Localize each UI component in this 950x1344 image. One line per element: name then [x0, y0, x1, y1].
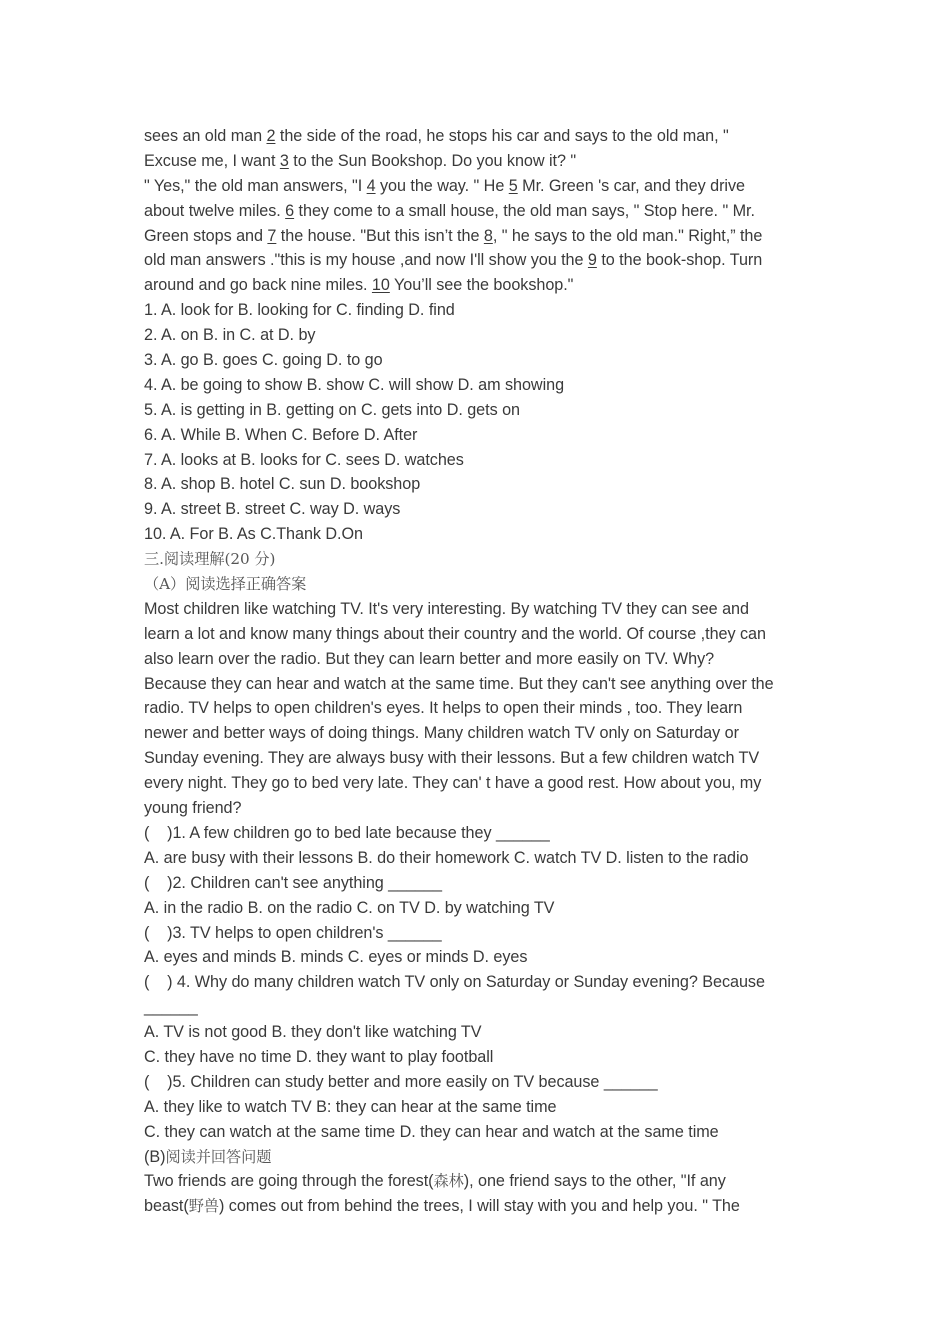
passage-a-line: learn a lot and know many things about their country and the world. Of course ,they can	[144, 624, 766, 643]
passage-a-line: every night. They go to bed very late. They can' t have a good rest. How about you, my	[144, 774, 762, 793]
cloze-line-3: " Yes," the old man answers, "I 4 you the way. " He 5 Mr. Green 's car, and they drive	[144, 176, 745, 195]
question-4-options-2: C. they have no time D. they want to play football	[144, 1047, 494, 1066]
blank-number: 5	[508, 176, 518, 195]
blank-number: 3	[279, 151, 289, 170]
question-3: ( )3. TV helps to open children's ______	[144, 923, 442, 942]
cloze-line-5: Green stops and 7 the house. "But this isn’t the 8, " he says to the old man." Right,” the	[144, 226, 763, 245]
passage-a-line: Because they can hear and watch at the same time. But they can't see anything over the	[144, 674, 774, 693]
question-5-options-2: C. they can watch at the same time D. they can hear and watch at the same time	[144, 1122, 719, 1141]
question-5-options-1: A. they like to watch TV B: they can hear at the same time	[144, 1097, 557, 1116]
question-4-options-1: A. TV is not good B. they don't like watching TV	[144, 1023, 482, 1042]
question-1: ( )1. A few children go to bed late because they ______	[144, 823, 550, 842]
cloze-line-1: sees an old man 2 the side of the road, he stops his car and says to the old man, "	[144, 127, 729, 145]
question-3-options: A. eyes and minds B. minds C. eyes or minds D. eyes	[144, 948, 528, 967]
cloze-option-6: 6. A. While B. When C. Before D. After	[144, 425, 418, 444]
cloze-line-7: around and go back nine miles. 10 You’ll see the bookshop."	[144, 276, 574, 295]
cloze-option-9: 9. A. street B. street C. way D. ways	[144, 500, 401, 519]
question-2: ( )2. Children can't see anything ______	[144, 873, 442, 892]
passage-a-line: Most children like watching TV. It's very interesting. By watching TV they can see and	[144, 599, 749, 618]
passage-b-line-2: beast(野兽) comes out from behind the trees, I will stay with you and help you. " The	[144, 1197, 740, 1216]
cloze-option-4: 4. A. be going to show B. show C. will show D. am showing	[144, 375, 565, 394]
cloze-option-2: 2. A. on B. in C. at D. by	[144, 326, 316, 345]
cloze-option-1: 1. A. look for B. looking for C. finding D. find	[144, 301, 455, 320]
document-page	[144, 124, 806, 1219]
cloze-option-10: 10. A. For B. As C.Thank D.On	[144, 525, 363, 544]
passage-a-line: Sunday evening. They are always busy with their lessons. But a few children watch TV	[144, 749, 760, 768]
question-1-options: A. are busy with their lessons B. do their homework C. watch TV D. listen to the radio	[144, 848, 749, 867]
question-4: ( ) 4. Why do many children watch TV only on Saturday or Sunday evening? Because	[144, 973, 765, 992]
blank-number: 2	[266, 127, 276, 145]
cloze-option-3: 3. A. go B. goes C. going D. to go	[144, 351, 383, 370]
cloze-option-8: 8. A. shop B. hotel C. sun D. bookshop	[144, 475, 421, 494]
passage-a-line: radio. TV helps to open children's eyes. It helps to open their minds , too. They learn	[144, 699, 743, 718]
question-2-options: A. in the radio B. on the radio C. on TV D. by watching TV	[144, 898, 555, 917]
part-a-heading: （A）阅读选择正确答案	[144, 575, 307, 594]
passage-a-line: young friend?	[144, 799, 242, 818]
blank-number: 10	[371, 276, 390, 295]
passage-b-line-1: Two friends are going through the forest(森林), one friend says to the other, "If any	[144, 1172, 726, 1191]
section-heading: 三.阅读理解(20 分)	[144, 550, 276, 569]
blank-number: 4	[366, 176, 376, 195]
question-5: ( )5. Children can study better and more easily on TV because ______	[144, 1072, 658, 1091]
part-b-heading: (B)阅读并回答问题	[144, 1147, 272, 1166]
cloze-line-4: about twelve miles. 6 they come to a small house, the old man says, " Stop here. " Mr.	[144, 201, 755, 220]
blank-number: 9	[587, 251, 597, 270]
passage-a-line: also learn over the radio. But they can learn better and more easily on TV. Why?	[144, 649, 715, 668]
question-4-blank: ______	[144, 998, 198, 1017]
cloze-option-7: 7. A. looks at B. looks for C. sees D. watches	[144, 450, 464, 469]
passage-a-line: newer and better ways of doing things. Many children watch TV only on Saturday or	[144, 724, 739, 743]
blank-number: 6	[285, 201, 295, 220]
blank-number: 8	[483, 226, 493, 245]
cloze-line-6: old man answers ."this is my house ,and now I'll show you the 9 to the book-shop. Turn	[144, 251, 763, 270]
cloze-option-5: 5. A. is getting in B. getting on C. gets into D. gets on	[144, 400, 520, 419]
blank-number: 7	[267, 226, 277, 245]
cloze-line-2: Excuse me, I want 3 to the Sun Bookshop. Do you know it? "	[144, 151, 577, 170]
